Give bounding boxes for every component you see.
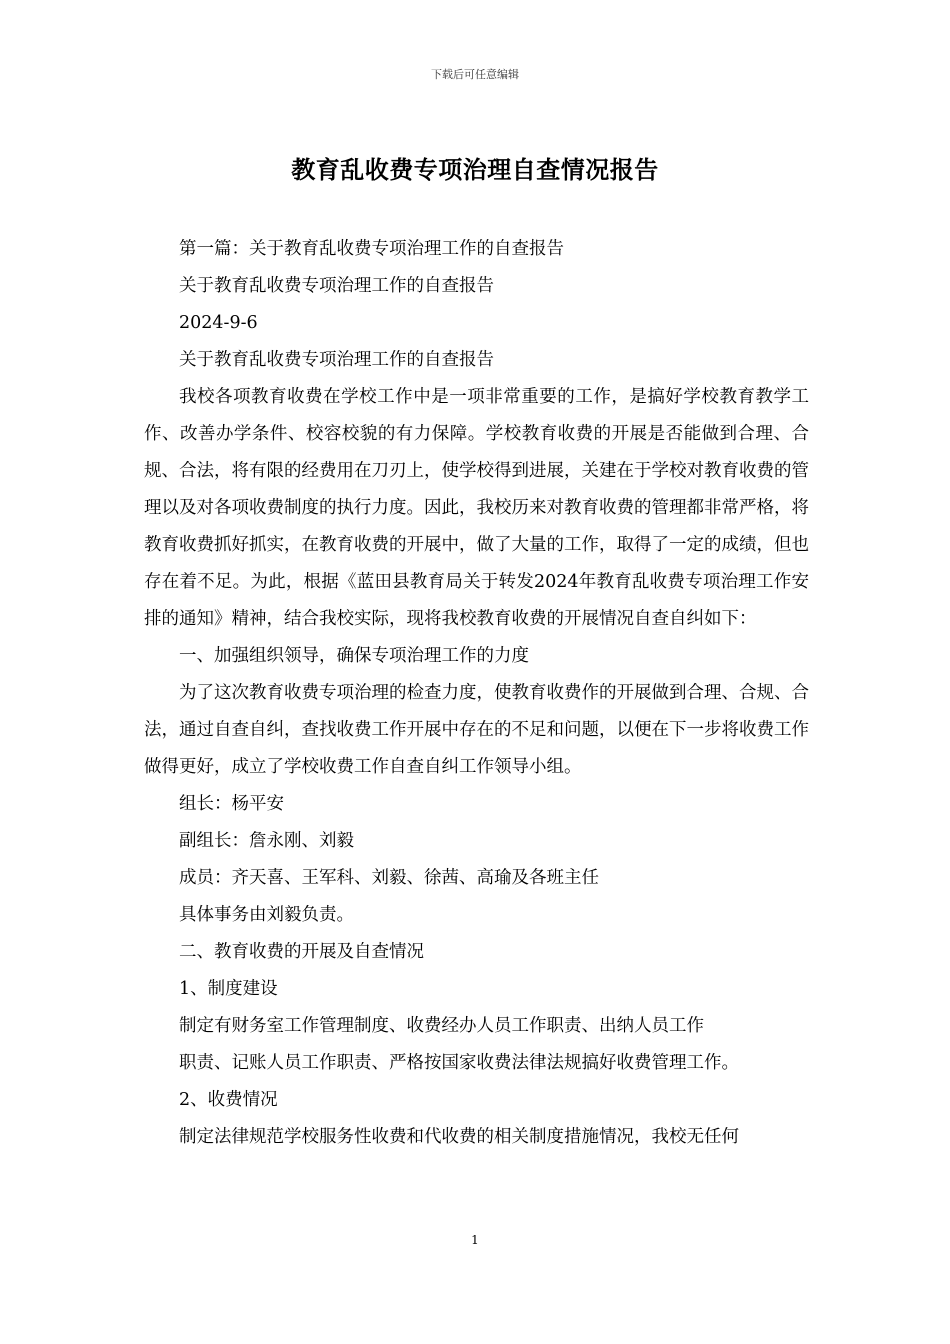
paragraph-introduction: 我校各项教育收费在学校工作中是一项非常重要的工作，是搞好学校教育教学工作、改善办学条件、校容校貌的有力保障。学校教育收费的开展是否能做到合理、合规、合法，将有限的经费用在刀刃上，使学校得到进展，关建在于学校对教育收费的管理以及对各项收费制度的执行力度。因此，我校历来对教育收费的管理都非常严格，将教育收费抓好抓实，在教育收费的开展中，做了大量的工作，取得了一定的成绩，但也存在着不足。为此，根据《蓝田县教育局关于转发2024年教育乱收费专项治理工作安排的通知》精神，结合我校实际，现将我校教育收费的开展情况自查自纠如下： <box>144 387 809 629</box>
paragraph-report-title: 关于教育乱收费专项治理工作的自查报告 <box>179 276 494 296</box>
paragraph-heading-one: 一、加强组织领导，确保专项治理工作的力度 <box>179 646 529 666</box>
paragraph-date: 2024-9-6 <box>179 313 258 333</box>
paragraph-team-leader: 组长：杨平安 <box>179 794 284 814</box>
paragraph-deputy-leaders: 副组长：詹永刚、刘毅 <box>179 831 354 851</box>
paragraph-members: 成员：齐天喜、王军科、刘毅、徐茜、高瑜及各班主任 <box>179 868 599 888</box>
paragraph-system-details: 制定有财务室工作管理制度、收费经办人员工作职责、出纳人员工作 <box>179 1016 704 1036</box>
page-header-note: 下载后可任意编辑 <box>431 68 519 81</box>
document-body <box>144 231 809 1156</box>
paragraph-organization: 为了这次教育收费专项治理的检查力度，使教育收费作的开展做到合理、合规、合法，通过自查自纠，查找收费工作开展中存在的不足和问题，以便在下一步将收费工作做得更好，成立了学校收费工作自查自纠工作领导小组。 <box>144 683 809 777</box>
page-number: 1 <box>471 1233 479 1247</box>
paragraph-subheading-system: 1、制度建设 <box>179 979 278 999</box>
paragraph-responsible-person: 具体事务由刘毅负责。 <box>179 905 354 925</box>
paragraph-report-title-repeat: 关于教育乱收费专项治理工作的自查报告 <box>179 350 494 370</box>
paragraph-heading-two: 二、教育收费的开展及自查情况 <box>179 942 424 962</box>
paragraph-subheading-fees: 2、收费情况 <box>179 1090 278 1110</box>
document-title: 教育乱收费专项治理自查情况报告 <box>291 155 659 184</box>
paragraph-system-details-cont: 职责、记账人员工作职责、严格按国家收费法律法规搞好收费管理工作。 <box>179 1053 739 1073</box>
paragraph-fees-details: 制定法律规范学校服务性收费和代收费的相关制度措施情况，我校无任何 <box>179 1127 739 1147</box>
paragraph-section-heading: 第一篇：关于教育乱收费专项治理工作的自查报告 <box>179 239 564 259</box>
